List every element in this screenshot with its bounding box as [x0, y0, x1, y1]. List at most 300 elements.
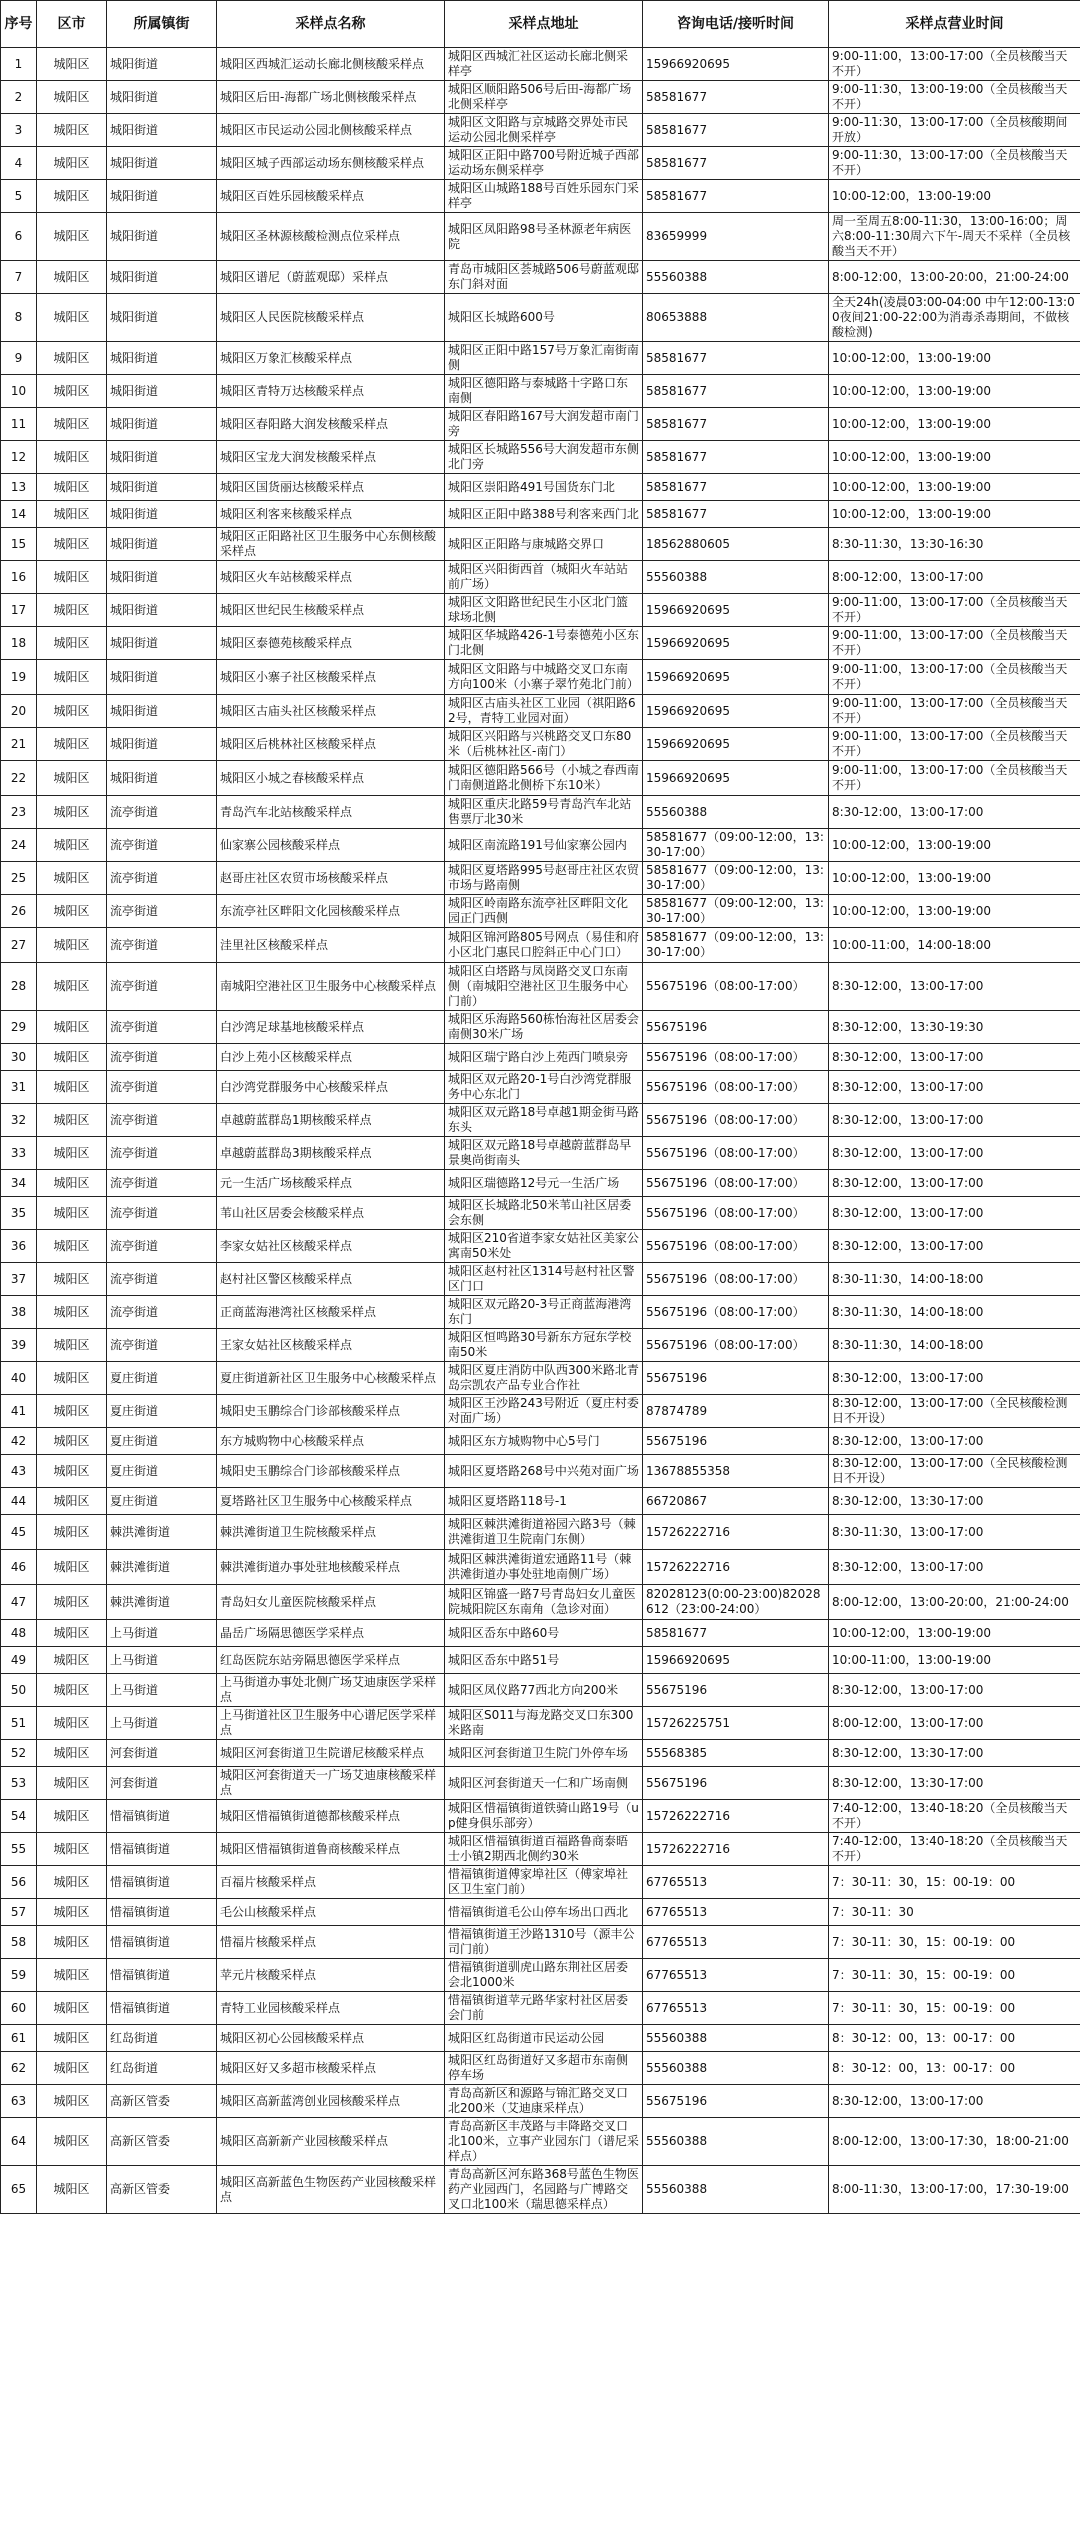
cell-district: 城阳区 — [37, 895, 107, 928]
cell-site-address: 城阳区惜福镇街道铁骑山路19号（up健身俱乐部旁） — [445, 1800, 643, 1833]
cell-site-name: 城阳区利客来核酸采样点 — [217, 501, 445, 528]
table-row — [1, 895, 1080, 928]
cell-hours: 8:00-12:00，13:00-20:00，21:00-24:00 — [829, 1585, 1080, 1620]
cell-index: 42 — [1, 1428, 37, 1455]
cell-phone: 15726222716 — [643, 1833, 829, 1866]
cell-phone: 83659999 — [643, 213, 829, 261]
cell-hours: 周一至周五8:00-11:30，13:00-16:00；周六8:00-11:30周六下午-周天不采样（全员核酸当天不开） — [829, 213, 1080, 261]
table-row — [1, 1740, 1080, 1767]
cell-phone: 58581677 — [643, 474, 829, 501]
cell-district: 城阳区 — [37, 81, 107, 114]
cell-street: 城阳街道 — [107, 375, 217, 408]
cell-street: 城阳街道 — [107, 147, 217, 180]
cell-site-name: 上马街道办事处北侧广场艾迪康医学采样点 — [217, 1674, 445, 1707]
cell-phone: 55560388 — [643, 796, 829, 829]
cell-hours: 10:00-12:00，13:00-19:00 — [829, 862, 1080, 895]
cell-index: 61 — [1, 2025, 37, 2052]
cell-site-name: 卓越蔚蓝群岛1期核酸采样点 — [217, 1104, 445, 1137]
table-row — [1, 561, 1080, 594]
table-row — [1, 408, 1080, 441]
cell-index: 53 — [1, 1767, 37, 1800]
cell-index: 21 — [1, 728, 37, 761]
cell-index: 20 — [1, 695, 37, 728]
cell-site-address: 城阳区正阳中路388号利客来西门北 — [445, 501, 643, 528]
cell-street: 夏庄街道 — [107, 1395, 217, 1428]
cell-site-name: 城阳区火车站核酸采样点 — [217, 561, 445, 594]
cell-district: 城阳区 — [37, 660, 107, 695]
table-row — [1, 1833, 1080, 1866]
cell-site-address: 城阳区恒鸣路30号新东方冠东学校南50米 — [445, 1329, 643, 1362]
cell-phone: 67765513 — [643, 1959, 829, 1992]
cell-index: 1 — [1, 48, 37, 81]
table-row — [1, 474, 1080, 501]
cell-index: 64 — [1, 2118, 37, 2166]
cell-street: 河套街道 — [107, 1767, 217, 1800]
table-row — [1, 1800, 1080, 1833]
cell-street: 上马街道 — [107, 1620, 217, 1647]
cell-street: 河套街道 — [107, 1740, 217, 1767]
cell-site-address: 城阳区双元路18号卓越蔚蓝群岛早景奥尚街南头 — [445, 1137, 643, 1170]
cell-hours: 8:30-12:00，13:30-17:00 — [829, 1740, 1080, 1767]
cell-street: 城阳街道 — [107, 81, 217, 114]
cell-phone: 15966920695 — [643, 728, 829, 761]
header-street: 所属镇街 — [107, 1, 217, 48]
cell-site-address: 城阳区双元路20-3号正商蓝海港湾东门 — [445, 1296, 643, 1329]
cell-index: 54 — [1, 1800, 37, 1833]
table-row — [1, 660, 1080, 695]
table-row — [1, 728, 1080, 761]
cell-site-name: 南城阳空港社区卫生服务中心核酸采样点 — [217, 963, 445, 1011]
cell-site-address: 城阳区长城路北50米苇山社区居委会东侧 — [445, 1197, 643, 1230]
cell-index: 27 — [1, 928, 37, 963]
cell-phone: 58581677 — [643, 408, 829, 441]
table-row — [1, 963, 1080, 1011]
cell-site-name: 毛公山核酸采样点 — [217, 1899, 445, 1926]
header-phone: 咨询电话/接听时间 — [643, 1, 829, 48]
table-row — [1, 213, 1080, 261]
cell-street: 上马街道 — [107, 1707, 217, 1740]
cell-hours: 8:30-11:30，13:30-16:30 — [829, 528, 1080, 561]
cell-street: 棘洪滩街道 — [107, 1585, 217, 1620]
cell-index: 12 — [1, 441, 37, 474]
cell-index: 17 — [1, 594, 37, 627]
cell-hours: 7：30-11：30，15：00-19：00 — [829, 1959, 1080, 1992]
cell-phone: 58581677（09:00-12:00，13:30-17:00） — [643, 829, 829, 862]
cell-phone: 55675196（08:00-17:00） — [643, 1329, 829, 1362]
table-row — [1, 2118, 1080, 2166]
cell-street: 高新区管委 — [107, 2166, 217, 2214]
cell-phone: 55560388 — [643, 261, 829, 294]
cell-district: 城阳区 — [37, 1071, 107, 1104]
cell-phone: 58581677 — [643, 441, 829, 474]
cell-district: 城阳区 — [37, 1767, 107, 1800]
cell-index: 48 — [1, 1620, 37, 1647]
cell-street: 流亭街道 — [107, 829, 217, 862]
cell-index: 44 — [1, 1488, 37, 1515]
cell-street: 城阳街道 — [107, 294, 217, 342]
cell-street: 城阳街道 — [107, 561, 217, 594]
cell-site-name: 城阳区小寨子社区核酸采样点 — [217, 660, 445, 695]
cell-phone: 80653888 — [643, 294, 829, 342]
table-row — [1, 1899, 1080, 1926]
cell-index: 56 — [1, 1866, 37, 1899]
cell-index: 22 — [1, 761, 37, 796]
cell-street: 城阳街道 — [107, 660, 217, 695]
cell-site-address: 青岛高新区河东路368号蓝色生物医药产业园西门，名园路与广博路交叉口北100米（瑞思德采样点） — [445, 2166, 643, 2214]
cell-hours: 8:30-11:30，14:00-18:00 — [829, 1263, 1080, 1296]
cell-index: 41 — [1, 1395, 37, 1428]
cell-index: 26 — [1, 895, 37, 928]
cell-index: 65 — [1, 2166, 37, 2214]
cell-district: 城阳区 — [37, 1197, 107, 1230]
cell-index: 32 — [1, 1104, 37, 1137]
cell-phone: 58581677（09:00-12:00，13:30-17:00） — [643, 895, 829, 928]
cell-hours: 7:40-12:00，13:40-18:20（全员核酸当天不开） — [829, 1833, 1080, 1866]
cell-district: 城阳区 — [37, 1329, 107, 1362]
cell-hours: 8:00-11:30，13:00-17:00，17:30-19:00 — [829, 2166, 1080, 2214]
cell-site-name: 王家女姑社区核酸采样点 — [217, 1329, 445, 1362]
cell-district: 城阳区 — [37, 928, 107, 963]
header-site-name: 采样点名称 — [217, 1, 445, 48]
cell-site-name: 白沙湾党群服务中心核酸采样点 — [217, 1071, 445, 1104]
cell-hours: 10:00-12:00，13:00-19:00 — [829, 408, 1080, 441]
cell-site-address: 城阳区夏塔路268号中兴苑对面广场 — [445, 1455, 643, 1488]
cell-phone: 58581677 — [643, 114, 829, 147]
cell-index: 19 — [1, 660, 37, 695]
cell-hours: 8:30-12:00，13:00-17:00 — [829, 1104, 1080, 1137]
cell-street: 夏庄街道 — [107, 1362, 217, 1395]
cell-site-name: 青岛妇女儿童医院核酸采样点 — [217, 1585, 445, 1620]
cell-district: 城阳区 — [37, 728, 107, 761]
cell-district: 城阳区 — [37, 501, 107, 528]
table-row — [1, 796, 1080, 829]
cell-site-address: 城阳区崇阳路491号国货东门北 — [445, 474, 643, 501]
table-row — [1, 1197, 1080, 1230]
cell-street: 流亭街道 — [107, 1011, 217, 1044]
cell-phone: 87874789 — [643, 1395, 829, 1428]
cell-street: 夏庄街道 — [107, 1488, 217, 1515]
cell-district: 城阳区 — [37, 627, 107, 660]
cell-district: 城阳区 — [37, 1620, 107, 1647]
cell-phone: 82028123(0:00-23:00)82028612（23:00-24:00） — [643, 1585, 829, 1620]
cell-index: 51 — [1, 1707, 37, 1740]
header-hours: 采样点营业时间 — [829, 1, 1080, 48]
cell-index: 34 — [1, 1170, 37, 1197]
cell-phone: 15966920695 — [643, 594, 829, 627]
table-row — [1, 2166, 1080, 2214]
cell-site-name: 城阳区河套街道天一广场艾迪康核酸采样点 — [217, 1767, 445, 1800]
cell-index: 37 — [1, 1263, 37, 1296]
cell-district: 城阳区 — [37, 1550, 107, 1585]
cell-district: 城阳区 — [37, 1230, 107, 1263]
cell-site-address: 城阳区凤仪路77西北方向200米 — [445, 1674, 643, 1707]
cell-district: 城阳区 — [37, 561, 107, 594]
table-row — [1, 1992, 1080, 2025]
cell-district: 城阳区 — [37, 1488, 107, 1515]
cell-site-name: 城阳区城子西部运动场东侧核酸采样点 — [217, 147, 445, 180]
cell-hours: 7:40-12:00，13:40-18:20（全员核酸当天不开） — [829, 1800, 1080, 1833]
table-row — [1, 114, 1080, 147]
cell-district: 城阳区 — [37, 1585, 107, 1620]
cell-index: 62 — [1, 2052, 37, 2085]
cell-phone: 58581677 — [643, 501, 829, 528]
cell-site-name: 城阳区谱尼（蔚蓝观邸）采样点 — [217, 261, 445, 294]
cell-phone: 55675196（08:00-17:00） — [643, 963, 829, 1011]
cell-street: 城阳街道 — [107, 213, 217, 261]
cell-district: 城阳区 — [37, 594, 107, 627]
cell-index: 38 — [1, 1296, 37, 1329]
cell-hours: 9:00-11:00，13:00-17:00（全员核酸当天不开） — [829, 695, 1080, 728]
cell-index: 49 — [1, 1647, 37, 1674]
cell-hours: 8:30-12:00，13:00-17:00 — [829, 1044, 1080, 1071]
cell-district: 城阳区 — [37, 180, 107, 213]
cell-site-address: 城阳区德阳路566号（小城之春西南门南侧道路北侧桥下东10米） — [445, 761, 643, 796]
cell-district: 城阳区 — [37, 2085, 107, 2118]
cell-index: 36 — [1, 1230, 37, 1263]
cell-district: 城阳区 — [37, 761, 107, 796]
cell-site-address: 城阳区山城路188号百姓乐园东门采样亭 — [445, 180, 643, 213]
cell-hours: 全天24h(凌晨03:00-04:00 中午12:00-13:00夜间21:00-22:00为消毒杀毒期间，不做核酸检测) — [829, 294, 1080, 342]
cell-hours: 8:30-12:00，13:30-17:00 — [829, 1767, 1080, 1800]
cell-phone: 55675196（08:00-17:00） — [643, 1104, 829, 1137]
cell-phone: 15966920695 — [643, 1647, 829, 1674]
cell-site-address: 城阳区岙东中路60号 — [445, 1620, 643, 1647]
cell-phone: 55675196 — [643, 1428, 829, 1455]
cell-index: 31 — [1, 1071, 37, 1104]
cell-street: 城阳街道 — [107, 695, 217, 728]
cell-phone: 15726222716 — [643, 1550, 829, 1585]
cell-phone: 55675196 — [643, 1767, 829, 1800]
cell-site-address: 城阳区210省道李家女姑社区美家公寓南50米处 — [445, 1230, 643, 1263]
cell-district: 城阳区 — [37, 796, 107, 829]
cell-site-address: 城阳区正阳中路157号万象汇南街南侧 — [445, 342, 643, 375]
cell-site-address: 城阳区河套街道天一仁和广场南侧 — [445, 1767, 643, 1800]
cell-street: 流亭街道 — [107, 1263, 217, 1296]
cell-site-name: 李家女姑社区核酸采样点 — [217, 1230, 445, 1263]
cell-site-address: 城阳区岭南路东流亭社区畔阳文化园正门西侧 — [445, 895, 643, 928]
table-row — [1, 594, 1080, 627]
cell-site-address: 惜福镇街道驯虎山路东荆社区居委会北1000米 — [445, 1959, 643, 1992]
cell-index: 58 — [1, 1926, 37, 1959]
cell-hours: 8:00-12:00，13:00-17:30，18:00-21:00 — [829, 2118, 1080, 2166]
cell-site-name: 城阳区春阳路大润发核酸采样点 — [217, 408, 445, 441]
cell-site-name: 城阳区惜福镇街道鲁商核酸采样点 — [217, 1833, 445, 1866]
cell-street: 红岛街道 — [107, 2025, 217, 2052]
cell-site-name: 城阳区高新蓝色生物医药产业园核酸采样点 — [217, 2166, 445, 2214]
cell-site-address: 城阳区王沙路243号附近（夏庄村委对面广场） — [445, 1395, 643, 1428]
table-row — [1, 81, 1080, 114]
cell-district: 城阳区 — [37, 1296, 107, 1329]
table-row — [1, 1362, 1080, 1395]
cell-district: 城阳区 — [37, 1647, 107, 1674]
cell-site-address: 城阳区双元路18号卓越1期金街马路东头 — [445, 1104, 643, 1137]
table-row — [1, 528, 1080, 561]
cell-phone: 58581677 — [643, 180, 829, 213]
cell-index: 10 — [1, 375, 37, 408]
cell-site-name: 城阳区河套街道卫生院谱尼核酸采样点 — [217, 1740, 445, 1767]
cell-district: 城阳区 — [37, 213, 107, 261]
cell-index: 63 — [1, 2085, 37, 2118]
cell-phone: 55675196（08:00-17:00） — [643, 1197, 829, 1230]
cell-site-address: 城阳区南流路191号仙家寨公园内 — [445, 829, 643, 862]
cell-site-address: 城阳区文阳路与中城路交叉口东南方向100米（小寨子翠竹苑北门前） — [445, 660, 643, 695]
table-body — [1, 48, 1080, 2214]
cell-street: 红岛街道 — [107, 2052, 217, 2085]
cell-street: 惜福镇街道 — [107, 1899, 217, 1926]
table-row — [1, 1137, 1080, 1170]
cell-phone: 55560388 — [643, 2118, 829, 2166]
table-row — [1, 1011, 1080, 1044]
table-row — [1, 375, 1080, 408]
cell-hours: 10:00-12:00，13:00-19:00 — [829, 895, 1080, 928]
cell-site-name: 夏庄街道新社区卫生服务中心核酸采样点 — [217, 1362, 445, 1395]
cell-site-address: 城阳区锦盛一路7号青岛妇女儿童医院城阳院区东南角（急诊对面） — [445, 1585, 643, 1620]
cell-index: 55 — [1, 1833, 37, 1866]
cell-index: 9 — [1, 342, 37, 375]
cell-district: 城阳区 — [37, 441, 107, 474]
cell-phone: 67765513 — [643, 1899, 829, 1926]
cell-site-address: 惜福镇街道毛公山停车场出口西北 — [445, 1899, 643, 1926]
cell-site-address: 城阳区正阳路与康城路交界口 — [445, 528, 643, 561]
cell-street: 高新区管委 — [107, 2118, 217, 2166]
cell-site-address: 城阳区长城路600号 — [445, 294, 643, 342]
cell-hours: 7：30-11：30，15：00-19：00 — [829, 1866, 1080, 1899]
cell-district: 城阳区 — [37, 1170, 107, 1197]
cell-phone: 15726225751 — [643, 1707, 829, 1740]
cell-district: 城阳区 — [37, 1104, 107, 1137]
cell-site-name: 上马街道社区卫生服务中心谱尼医学采样点 — [217, 1707, 445, 1740]
cell-index: 25 — [1, 862, 37, 895]
cell-hours: 8:30-12:00，13:00-17:00 — [829, 2085, 1080, 2118]
cell-hours: 10:00-11:00，14:00-18:00 — [829, 928, 1080, 963]
cell-street: 流亭街道 — [107, 963, 217, 1011]
cell-hours: 9:00-11:00，13:00-17:00（全员核酸当天不开） — [829, 761, 1080, 796]
cell-district: 城阳区 — [37, 2166, 107, 2214]
cell-index: 15 — [1, 528, 37, 561]
cell-hours: 9:00-11:30，13:00-17:00（全员核酸期间开放） — [829, 114, 1080, 147]
cell-site-address: 城阳区正阳中路700号附近城子西部运动场东侧采样亭 — [445, 147, 643, 180]
cell-district: 城阳区 — [37, 1395, 107, 1428]
cell-street: 流亭街道 — [107, 1296, 217, 1329]
cell-index: 40 — [1, 1362, 37, 1395]
cell-phone: 15966920695 — [643, 660, 829, 695]
cell-district: 城阳区 — [37, 1044, 107, 1071]
cell-street: 夏庄街道 — [107, 1428, 217, 1455]
cell-site-name: 青岛汽车北站核酸采样点 — [217, 796, 445, 829]
cell-district: 城阳区 — [37, 528, 107, 561]
table-row — [1, 1071, 1080, 1104]
cell-site-address: 城阳区惜福镇街道百福路鲁商泰晤士小镇2期西北侧约30米 — [445, 1833, 643, 1866]
cell-district: 城阳区 — [37, 862, 107, 895]
cell-district: 城阳区 — [37, 1833, 107, 1866]
table-row — [1, 1170, 1080, 1197]
cell-site-address: 城阳区凤阳路98号圣林源老年病医院 — [445, 213, 643, 261]
cell-hours: 10:00-12:00，13:00-19:00 — [829, 1620, 1080, 1647]
cell-site-name: 青特工业园核酸采样点 — [217, 1992, 445, 2025]
cell-index: 30 — [1, 1044, 37, 1071]
table-row — [1, 2025, 1080, 2052]
cell-site-name: 城阳区后桃林社区核酸采样点 — [217, 728, 445, 761]
cell-phone: 55675196 — [643, 1362, 829, 1395]
cell-site-name: 卓越蔚蓝群岛3期核酸采样点 — [217, 1137, 445, 1170]
cell-hours: 8:00-12:00，13:00-20:00，21:00-24:00 — [829, 261, 1080, 294]
cell-index: 46 — [1, 1550, 37, 1585]
cell-index: 50 — [1, 1674, 37, 1707]
cell-site-address: 城阳区红岛街道好又多超市东南侧停车场 — [445, 2052, 643, 2085]
cell-site-name: 城阳区泰德苑核酸采样点 — [217, 627, 445, 660]
cell-site-name: 苹元片核酸采样点 — [217, 1959, 445, 1992]
cell-phone: 55675196 — [643, 2085, 829, 2118]
cell-index: 5 — [1, 180, 37, 213]
cell-phone: 66720867 — [643, 1488, 829, 1515]
table-row — [1, 1647, 1080, 1674]
cell-hours: 9:00-11:00，13:00-17:00（全员核酸当天不开） — [829, 627, 1080, 660]
cell-site-address: 城阳区西城汇社区运动长廊北侧采样亭 — [445, 48, 643, 81]
cell-hours: 8:30-12:00，13:00-17:00 — [829, 1170, 1080, 1197]
cell-site-address: 青岛高新区丰茂路与丰降路交叉口北100米，立事产业园东门（谱尼采样点） — [445, 2118, 643, 2166]
cell-district: 城阳区 — [37, 1800, 107, 1833]
table-row — [1, 1455, 1080, 1488]
cell-hours: 9:00-11:30，13:00-17:00（全员核酸当天不开） — [829, 147, 1080, 180]
cell-hours: 10:00-12:00，13:00-19:00 — [829, 501, 1080, 528]
cell-index: 52 — [1, 1740, 37, 1767]
cell-district: 城阳区 — [37, 1866, 107, 1899]
table-header-row — [1, 1, 1080, 48]
cell-site-name: 百福片核酸采样点 — [217, 1866, 445, 1899]
cell-hours: 9:00-11:00，13:00-17:00（全员核酸当天不开） — [829, 594, 1080, 627]
cell-street: 惜福镇街道 — [107, 1992, 217, 2025]
cell-street: 流亭街道 — [107, 1044, 217, 1071]
cell-site-address: 城阳区古庙头社区工业园（祺阳路62号，青特工业园对面） — [445, 695, 643, 728]
cell-phone: 58581677（09:00-12:00，13:30-17:00） — [643, 928, 829, 963]
cell-phone: 55675196 — [643, 1674, 829, 1707]
cell-district: 城阳区 — [37, 1674, 107, 1707]
cell-hours: 10:00-12:00，13:00-19:00 — [829, 829, 1080, 862]
cell-site-address: 城阳区夏庄消防中队西300米路北青岛宗凯农产品专业合作社 — [445, 1362, 643, 1395]
cell-site-name: 城阳区国货丽达核酸采样点 — [217, 474, 445, 501]
cell-hours: 8:30-12:00，13:00-17:00 — [829, 1071, 1080, 1104]
cell-street: 流亭街道 — [107, 1137, 217, 1170]
cell-street: 城阳街道 — [107, 627, 217, 660]
cell-phone: 58581677（09:00-12:00，13:30-17:00） — [643, 862, 829, 895]
cell-site-address: 城阳区春阳路167号大润发超市南门旁 — [445, 408, 643, 441]
cell-district: 城阳区 — [37, 1263, 107, 1296]
cell-index: 23 — [1, 796, 37, 829]
table-row — [1, 261, 1080, 294]
cell-hours: 8:30-12:00，13:00-17:00（全民核酸检测日不开设） — [829, 1395, 1080, 1428]
cell-site-name: 城阳区古庙头社区核酸采样点 — [217, 695, 445, 728]
cell-district: 城阳区 — [37, 114, 107, 147]
cell-phone: 55675196（08:00-17:00） — [643, 1296, 829, 1329]
cell-site-address: 青岛高新区和源路与锦汇路交叉口北200米（艾迪康采样点） — [445, 2085, 643, 2118]
cell-district: 城阳区 — [37, 294, 107, 342]
cell-phone: 55560388 — [643, 2052, 829, 2085]
cell-site-address: 城阳区东方城购物中心5号门 — [445, 1428, 643, 1455]
cell-district: 城阳区 — [37, 1707, 107, 1740]
cell-street: 流亭街道 — [107, 1230, 217, 1263]
cell-phone: 58581677 — [643, 375, 829, 408]
table-row — [1, 1620, 1080, 1647]
header-site-address: 采样点地址 — [445, 1, 643, 48]
cell-index: 13 — [1, 474, 37, 501]
cell-index: 43 — [1, 1455, 37, 1488]
cell-phone: 18562880605 — [643, 528, 829, 561]
cell-index: 24 — [1, 829, 37, 862]
cell-site-name: 棘洪滩街道办事处驻地核酸采样点 — [217, 1550, 445, 1585]
cell-hours: 10:00-12:00，13:00-19:00 — [829, 180, 1080, 213]
cell-phone: 55675196（08:00-17:00） — [643, 1230, 829, 1263]
cell-hours: 7：30-11：30，15：00-19：00 — [829, 1926, 1080, 1959]
